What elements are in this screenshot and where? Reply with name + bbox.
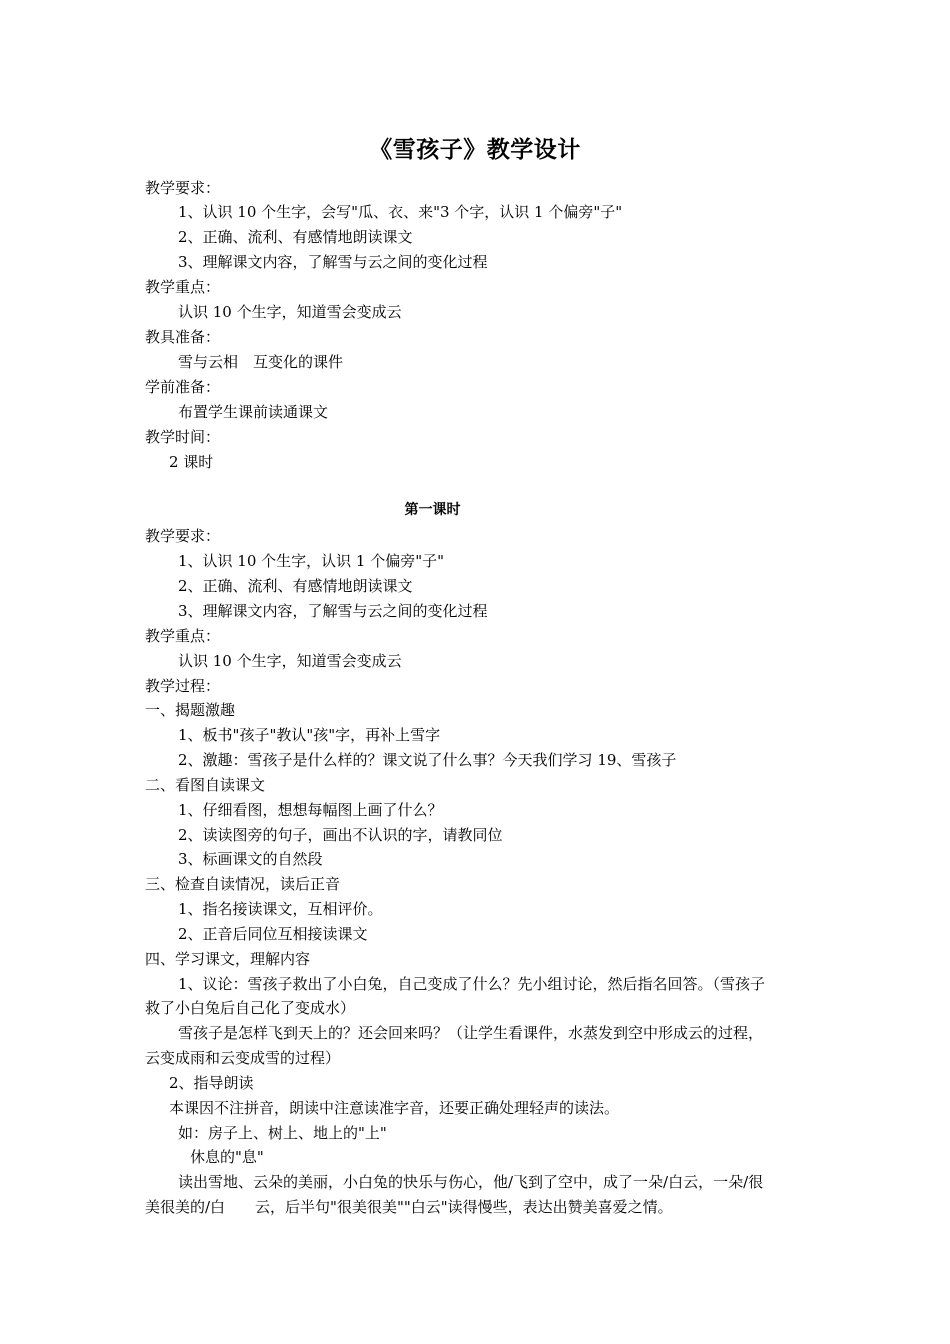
intro-requirement-item: 1、认识 10 个生字，会写"瓜、衣、来"3 个字，认识 1 个偏旁"子" [178,203,623,221]
section-item: 1、仔细看图，想想每幅图上画了什么？ [178,801,443,819]
intro-requirements-heading: 教学要求： [145,179,221,197]
intro-focus-heading: 教学重点： [145,278,221,296]
lesson1-process-heading: 教学过程： [145,677,221,695]
lesson1-requirement-item: 1、认识 10 个生字，认识 1 个偏旁"子" [178,552,445,570]
paragraph-line: 救了小白兔后自己化了变成水） [145,999,356,1017]
section-item: 2、正音后同位互相接读课文 [178,925,368,943]
paragraph-line: 云变成雨和云变成雪的过程） [145,1049,341,1067]
intro-prep-heading: 学前准备： [145,378,221,396]
paragraph-line: 本课因不注拼音，朗读中注意读准字音，还要正确处理轻声的读法。 [169,1099,620,1117]
section-heading: 二、看图自读课文 [145,776,266,794]
lesson1-title: 第一课时 [404,502,461,518]
section-item: 1、指名接读课文，互相评价。 [178,900,383,918]
lesson1-requirements-heading: 教学要求： [145,527,221,545]
paragraph-line: 1、议论：雪孩子救出了小白兔，自己变成了什么？先小组讨论，然后指名回答。（雪孩子 [178,975,766,993]
lesson1-focus-heading: 教学重点： [145,627,221,645]
document-title: 《雪孩子》教学设计 [369,136,581,163]
intro-time-text: 2 课时 [169,453,214,471]
intro-requirement-item: 2、正确、流利、有感情地朗读课文 [178,228,413,246]
subsection-heading: 2、指导朗读 [169,1074,254,1092]
lesson1-requirement-item: 2、正确、流利、有感情地朗读课文 [178,577,413,595]
example-line: 休息的"息" [190,1148,264,1166]
intro-requirement-item: 3、理解课文内容，了解雪与云之间的变化过程 [178,253,488,271]
intro-tools-heading: 教具准备： [145,328,221,346]
section-heading: 三、检查自读情况，读后正音 [145,875,341,893]
section-item: 2、激趣：雪孩子是什么样的？课文说了什么事？今天我们学习 19、雪孩子 [178,751,677,769]
section-item: 3、标画课文的自然段 [178,850,323,868]
lesson1-focus-text: 认识 10 个生字，知道雪会变成云 [178,652,402,670]
paragraph-line: 雪孩子是怎样飞到天上的？还会回来吗？（让学生看课件，水蒸发到空中形成云的过程， [178,1024,764,1042]
paragraph-line: 美很美的/白 云，后半句"很美很美""白云"读得慢些，表达出赞美喜爱之情。 [145,1198,673,1216]
intro-focus-text: 认识 10 个生字，知道雪会变成云 [178,303,402,321]
intro-tools-text: 雪与云相 互变化的课件 [178,353,344,371]
section-heading: 一、揭题激趣 [145,701,236,719]
example-line: 如：房子上、树上、地上的"上" [178,1124,387,1142]
section-item: 1、板书"孩子"教认"孩"字，再补上雪字 [178,726,441,744]
paragraph-line: 读出雪地、云朵的美丽，小白兔的快乐与伤心，他/飞到了空中，成了一朵/白云，一朵/很 [178,1173,764,1191]
intro-prep-text: 布置学生课前读通课文 [178,403,329,421]
section-heading: 四、学习课文，理解内容 [145,950,311,968]
intro-time-heading: 教学时间： [145,428,221,446]
section-item: 2、读读图旁的句子，画出不认识的字，请教同位 [178,826,503,844]
lesson1-requirement-item: 3、理解课文内容，了解雪与云之间的变化过程 [178,602,488,620]
